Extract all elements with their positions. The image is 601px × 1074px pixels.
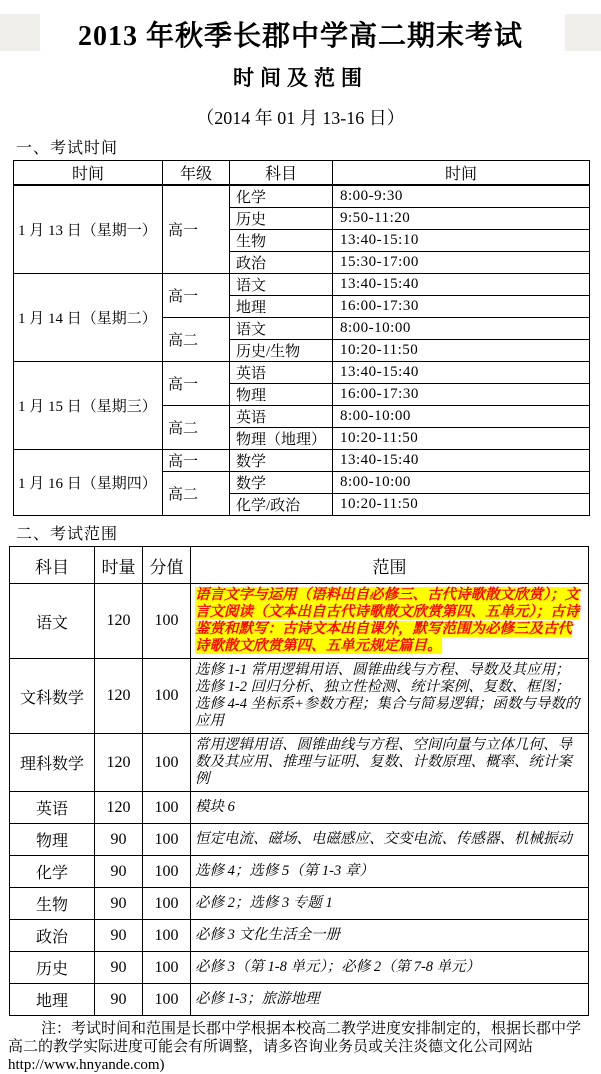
schedule-subject-cell: 英语 (230, 362, 333, 384)
schedule-grade-cell: 高二 (163, 318, 230, 362)
schedule-subject-cell: 物理（地理） (230, 428, 333, 450)
scope-range-cell: 必修 3 文化生活全一册 (191, 920, 589, 952)
scope-row (10, 792, 589, 824)
schedule-time-cell: 13:40-15:40 (333, 362, 590, 384)
scope-range-cell: 必修 3（第 1-8 单元）；必修 2（第 7-8 单元） (191, 952, 589, 984)
schedule-subject-cell: 化学 (230, 185, 333, 208)
scope-range-cell: 必修 1-3；旅游地理 (191, 984, 589, 1016)
scope-subject-cell: 物理 (10, 824, 95, 856)
background-corner-right (565, 14, 601, 51)
schedule-time-cell: 16:00-17:30 (333, 384, 590, 406)
scope-row (10, 584, 589, 659)
scope-subject-cell: 生物 (10, 888, 95, 920)
scope-range-cell: 必修 2；选修 3 专题 1 (191, 888, 589, 920)
scope-range-cell: 常用逻辑用语、圆锥曲线与方程、空间向量与立体几何、导数及其应用、推理与证明、复数、计数原理、概率、统计案例 (191, 734, 589, 792)
background-corner-left (0, 14, 40, 51)
schedule-header-grade: 年级 (163, 161, 230, 186)
schedule-subject-cell: 数学 (230, 472, 333, 494)
scope-subject-cell: 语文 (10, 584, 95, 659)
scope-score-cell: 100 (143, 584, 191, 659)
schedule-subject-cell: 物理 (230, 384, 333, 406)
schedule-time-cell: 13:40-15:40 (333, 450, 590, 472)
scope-duration-cell: 90 (95, 824, 143, 856)
scope-row (10, 920, 589, 952)
schedule-time-cell: 10:20-11:50 (333, 340, 590, 362)
schedule-subject-cell: 历史 (230, 208, 333, 230)
footnote (8, 1020, 594, 1074)
schedule-time-cell: 9:50-11:20 (333, 208, 590, 230)
scope-subject-cell: 文科数学 (10, 659, 95, 734)
scope-table-body (10, 584, 589, 1016)
scope-subject-cell: 英语 (10, 792, 95, 824)
scope-row (10, 659, 589, 734)
schedule-subject-cell: 历史/生物 (230, 340, 333, 362)
scope-range-cell: 选修 4；选修 5（第 1-3 章） (191, 856, 589, 888)
schedule-time-cell: 8:00-9:30 (333, 185, 590, 208)
scope-duration-cell: 120 (95, 659, 143, 734)
highlighted-scope-text: 语言文字与运用（语料出自必修三、古代诗歌散文欣赏）；文言文阅读（文本出自古代诗歌散文欣赏第四、五单元）；古诗鉴赏和默写：古诗文本出自课外，默写范围为必修三及古代诗歌散文欣赏第四、五单元规定篇目。 (195, 587, 580, 654)
footnote-url: http://www.hnyande.com) (8, 1057, 165, 1073)
schedule-row (14, 185, 590, 208)
schedule-grade-cell: 高二 (163, 406, 230, 450)
schedule-subject-cell: 语文 (230, 274, 333, 296)
scope-duration-cell: 120 (95, 734, 143, 792)
schedule-time-cell: 8:00-10:00 (333, 318, 590, 340)
schedule-grade-cell: 高一 (163, 450, 230, 472)
schedule-time-cell: 13:40-15:40 (333, 274, 590, 296)
schedule-header-date: 时间 (14, 161, 163, 186)
schedule-header-time: 时间 (333, 161, 590, 186)
scope-score-cell: 100 (143, 984, 191, 1016)
scope-subject-cell: 化学 (10, 856, 95, 888)
schedule-subject-cell: 语文 (230, 318, 333, 340)
schedule-subject-cell: 化学/政治 (230, 494, 333, 516)
scope-score-cell: 100 (143, 856, 191, 888)
scope-duration-cell: 120 (95, 792, 143, 824)
schedule-table-body (14, 185, 590, 516)
schedule-subject-cell: 数学 (230, 450, 333, 472)
schedule-grade-cell: 高二 (163, 472, 230, 516)
scope-row (10, 888, 589, 920)
scope-header-duration: 时量 (95, 547, 143, 584)
scope-score-cell: 100 (143, 920, 191, 952)
scope-range-cell: 模块 6 (191, 792, 589, 824)
scope-subject-cell: 政治 (10, 920, 95, 952)
scope-score-cell: 100 (143, 824, 191, 856)
page-title: 2013 年秋季长郡中学高二期末考试 (77, 21, 523, 52)
schedule-grade-cell: 高一 (163, 274, 230, 318)
scope-duration-cell: 120 (95, 584, 143, 659)
scope-duration-cell: 90 (95, 888, 143, 920)
scope-row (10, 734, 589, 792)
scope-row (10, 824, 589, 856)
scope-row (10, 984, 589, 1016)
schedule-subject-cell: 地理 (230, 296, 333, 318)
schedule-date-cell: 1 月 14 日（星期二） (14, 274, 163, 362)
schedule-time-cell: 8:00-10:00 (333, 406, 590, 428)
scope-duration-cell: 90 (95, 920, 143, 952)
scope-header-score: 分值 (143, 547, 191, 584)
scope-score-cell: 100 (143, 952, 191, 984)
scope-header-subject: 科目 (10, 547, 95, 584)
schedule-date-cell: 1 月 15 日（星期三） (14, 362, 163, 450)
scope-row (10, 952, 589, 984)
schedule-grade-cell: 高一 (163, 362, 230, 406)
scope-subject-cell: 理科数学 (10, 734, 95, 792)
schedule-time-cell: 13:40-15:10 (333, 230, 590, 252)
scope-range-cell: 选修 1-1 常用逻辑用语、圆锥曲线与方程、导数及其应用；选修 1-2 回归分析、独立性检测、统计案例、复数、框图；选修 4-4 坐标系+参数方程；集合与简易逻辑；函数与导数的应用 (191, 659, 589, 734)
schedule-grade-cell: 高一 (163, 185, 230, 274)
scope-range-cell: 恒定电流、磁场、电磁感应、交变电流、传感器、机械振动 (191, 824, 589, 856)
scope-score-cell: 100 (143, 888, 191, 920)
scope-header-range: 范围 (191, 547, 589, 584)
schedule-header-row (14, 161, 590, 186)
schedule-time-cell: 10:20-11:50 (333, 494, 590, 516)
scope-subject-cell: 地理 (10, 984, 95, 1016)
schedule-time-cell: 10:20-11:50 (333, 428, 590, 450)
scope-subject-cell: 历史 (10, 952, 95, 984)
scope-table (9, 546, 589, 1016)
schedule-header-subject: 科目 (230, 161, 333, 186)
schedule-row (14, 274, 590, 296)
date-range: （2014 年 01 月 13-16 日） (196, 108, 405, 128)
schedule-time-cell: 8:00-10:00 (333, 472, 590, 494)
footnote-line-1: 注：考试时间和范围是长郡中学根据本校高二教学进度安排制定的，根据长郡中学 (41, 1020, 582, 1037)
schedule-table (13, 160, 590, 516)
scope-header-row (10, 547, 589, 584)
scope-duration-cell: 90 (95, 856, 143, 888)
schedule-row (14, 362, 590, 384)
schedule-date-cell: 1 月 16 日（星期四） (14, 450, 163, 516)
scope-score-cell: 100 (143, 659, 191, 734)
section-heading-exam-time: 一、考试时间 (16, 140, 119, 157)
page-subtitle: 时间及范围 (233, 66, 368, 90)
footnote-line-2: 高二的教学实际进度可能会有所调整，请多咨询业务员或关注炎德文化公司网站 (8, 1038, 534, 1055)
scope-duration-cell: 90 (95, 952, 143, 984)
schedule-row (14, 450, 590, 472)
section-heading-exam-scope: 二、考试范围 (16, 526, 119, 543)
scope-duration-cell: 90 (95, 984, 143, 1016)
schedule-subject-cell: 英语 (230, 406, 333, 428)
scope-range-cell (191, 584, 589, 659)
scope-score-cell: 100 (143, 792, 191, 824)
scope-row (10, 856, 589, 888)
scope-score-cell: 100 (143, 734, 191, 792)
schedule-time-cell: 15:30-17:00 (333, 252, 590, 274)
schedule-time-cell: 16:00-17:30 (333, 296, 590, 318)
schedule-subject-cell: 生物 (230, 230, 333, 252)
schedule-date-cell: 1 月 13 日（星期一） (14, 185, 163, 274)
schedule-subject-cell: 政治 (230, 252, 333, 274)
